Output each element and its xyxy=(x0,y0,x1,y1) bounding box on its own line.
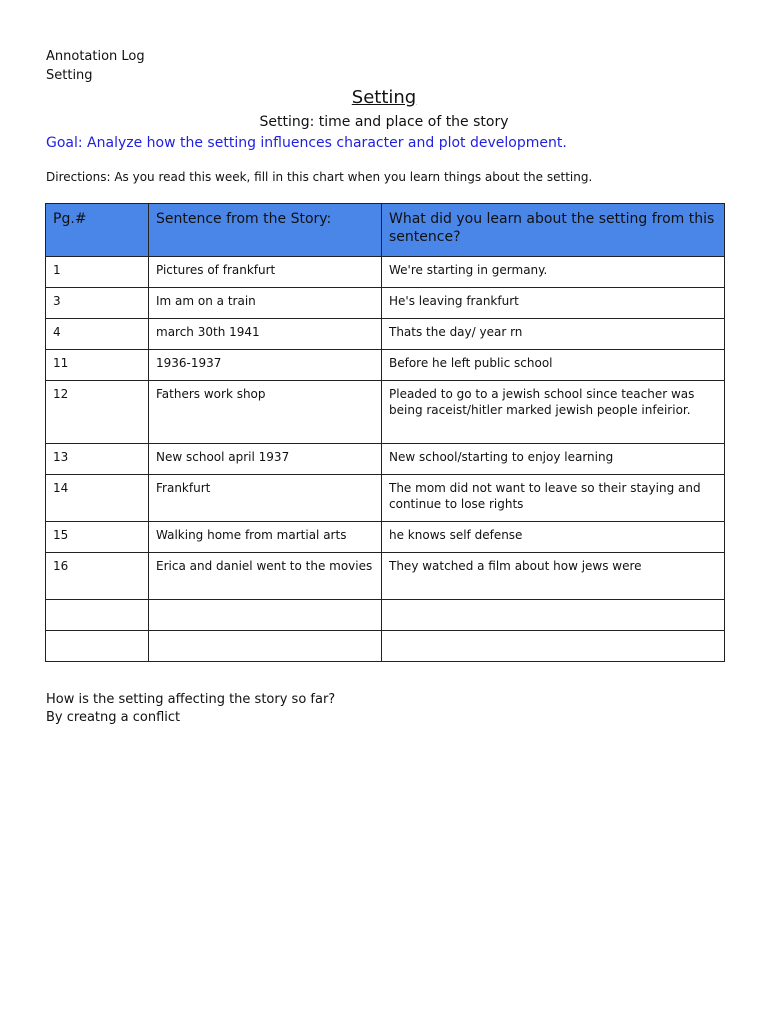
directions-text: Directions: As you read this week, fill in this chart when you learn things about the setting. xyxy=(46,170,593,184)
cell-page: 13 xyxy=(46,444,149,475)
cell-page: 15 xyxy=(46,522,149,553)
cell-sentence xyxy=(149,631,382,662)
cell-page: 14 xyxy=(46,475,149,522)
cell-learned: New school/starting to enjoy learning xyxy=(382,444,725,475)
table-row xyxy=(46,350,725,381)
setting-chart-table xyxy=(45,203,725,662)
header-line-setting: Setting xyxy=(46,68,93,83)
cell-sentence: New school april 1937 xyxy=(149,444,382,475)
cell-page: 4 xyxy=(46,319,149,350)
cell-learned: The mom did not want to leave so their staying and continue to lose rights xyxy=(382,475,725,522)
cell-learned: Thats the day/ year rn xyxy=(382,319,725,350)
cell-learned: he knows self defense xyxy=(382,522,725,553)
table-row xyxy=(46,553,725,600)
header-learned: What did you learn about the setting from this sentence? xyxy=(382,204,725,257)
table-row xyxy=(46,522,725,553)
cell-sentence: Fathers work shop xyxy=(149,381,382,444)
cell-page xyxy=(46,631,149,662)
cell-sentence: Erica and daniel went to the movies xyxy=(149,553,382,600)
table-row xyxy=(46,257,725,288)
table-row xyxy=(46,381,725,444)
cell-page: 12 xyxy=(46,381,149,444)
page-subtitle: Setting: time and place of the story xyxy=(259,114,509,130)
cell-sentence xyxy=(149,600,382,631)
cell-sentence: Pictures of frankfurt xyxy=(149,257,382,288)
cell-sentence: Frankfurt xyxy=(149,475,382,522)
goal-statement: Goal: Analyze how the setting influences character and plot development. xyxy=(46,135,567,151)
cell-page: 3 xyxy=(46,288,149,319)
header-sentence: Sentence from the Story: xyxy=(149,204,382,257)
cell-learned xyxy=(382,631,725,662)
reflection-answer: By creatng a conflict xyxy=(46,710,181,725)
cell-page: 1 xyxy=(46,257,149,288)
cell-learned: We're starting in germany. xyxy=(382,257,725,288)
cell-learned: Pleaded to go to a jewish school since teacher was being raceist/hitler marked jewish people infeirior. xyxy=(382,381,725,444)
cell-sentence: 1936-1937 xyxy=(149,350,382,381)
reflection-question: How is the setting affecting the story so far? xyxy=(46,692,336,707)
cell-sentence: Im am on a train xyxy=(149,288,382,319)
cell-learned xyxy=(382,600,725,631)
table-row-empty xyxy=(46,600,725,631)
cell-learned: He's leaving frankfurt xyxy=(382,288,725,319)
cell-page xyxy=(46,600,149,631)
table-row-empty xyxy=(46,631,725,662)
cell-page: 11 xyxy=(46,350,149,381)
header-line-annotation-log: Annotation Log xyxy=(46,49,145,64)
table-row xyxy=(46,319,725,350)
cell-sentence: march 30th 1941 xyxy=(149,319,382,350)
table-row xyxy=(46,444,725,475)
cell-sentence: Walking home from martial arts xyxy=(149,522,382,553)
cell-learned: Before he left public school xyxy=(382,350,725,381)
table-row xyxy=(46,288,725,319)
cell-page: 16 xyxy=(46,553,149,600)
page-title: Setting xyxy=(351,87,417,108)
table-header-row xyxy=(46,204,725,257)
header-page-number: Pg.# xyxy=(46,204,149,257)
table-row xyxy=(46,475,725,522)
cell-learned: They watched a film about how jews were xyxy=(382,553,725,600)
